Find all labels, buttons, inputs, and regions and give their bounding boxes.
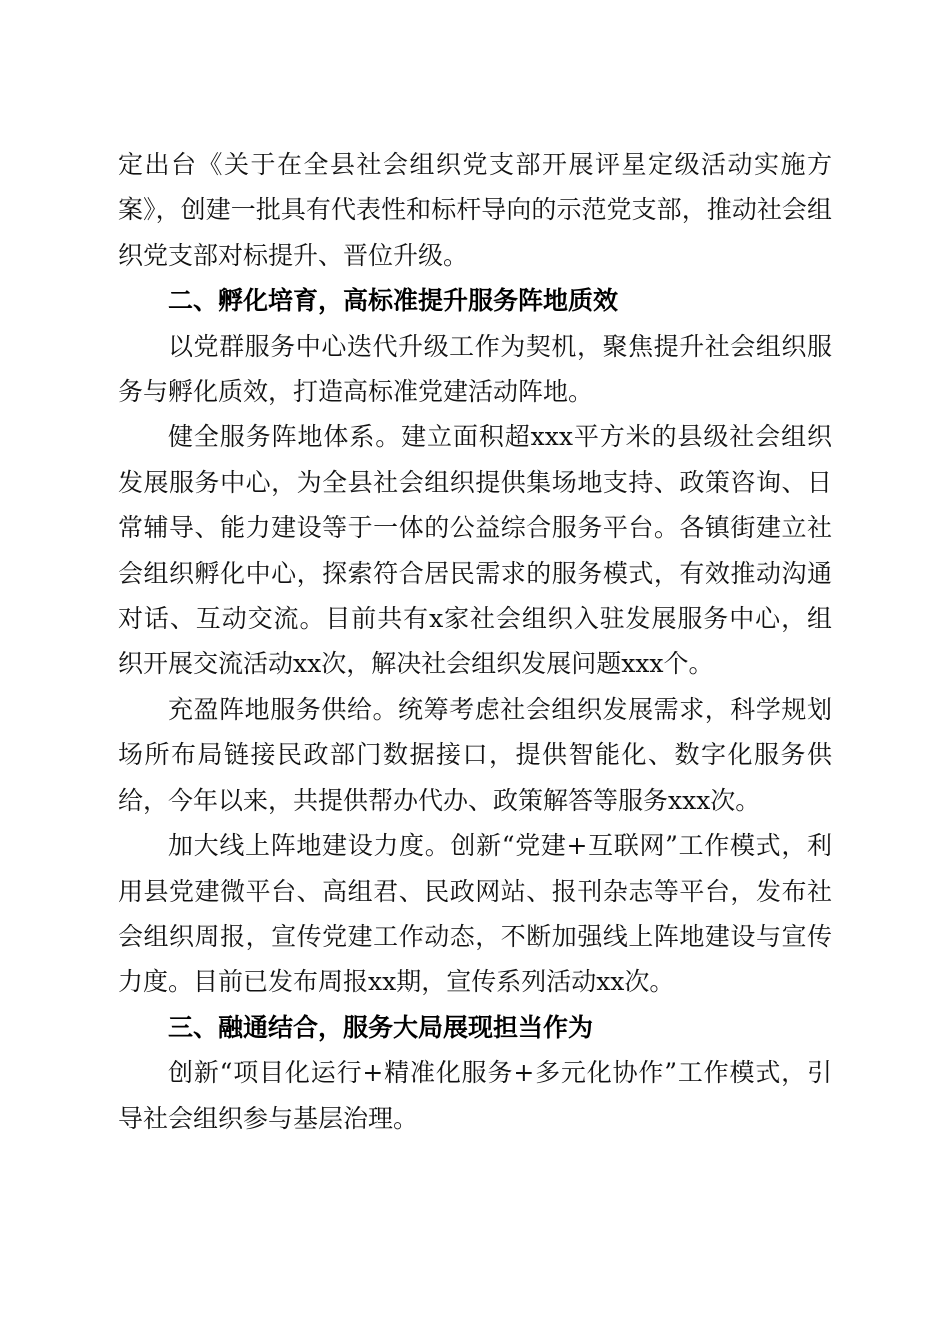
section-heading-3: 三、融通结合，服务大局展现担当作为 xyxy=(168,1012,594,1042)
document-body xyxy=(118,142,832,1141)
paragraph-continued: 定出台《关于在全县社会组织党支部开展评星定级活动实施方案》，创建一批具有代表性和标杆导向的示范党支部，推动社会组织党支部对标提升、晋位升级。 xyxy=(118,150,832,270)
paragraph-intro-2: 以党群服务中心迭代升级工作为契机，聚焦提升社会组织服务与孵化质效，打造高标准党建活动阵地。 xyxy=(118,331,832,407)
paragraph-online-building: 加大线上阵地建设力度。创新“党建+互联网”工作模式，利用县党建微平台、高组君、民政网站、报刊杂志等平台，发布社会组织周报，宣传党建工作动态，不断加强线上阵地建设与宣传力度。目前已发布周报xx期，宣传系列活动xx次。 xyxy=(118,831,832,997)
paragraph-intro-3: 创新“项目化运行+精准化服务+多元化协作”工作模式，引导社会组织参与基层治理。 xyxy=(118,1058,832,1133)
section-heading-2: 二、孵化培育，高标准提升服务阵地质效 xyxy=(168,286,619,316)
paragraph-service-supply: 充盈阵地服务供给。统筹考虑社会组织发展需求，科学规划场所布局链接民政部门数据接口，提供智能化、数字化服务供给，今年以来，共提供帮办代办、政策解答等服务xxx次。 xyxy=(118,694,832,815)
paragraph-service-system: 健全服务阵地体系。建立面积超xxx平方米的县级社会组织发展服务中心，为全县社会组织提供集场地支持、政策咨询、日常辅导、能力建设等于一体的公益综合服务平台。各镇街建立社会组织孵化中心，探索符合居民需求的服务模式，有效推动沟通对话、互动交流。目前共有x家社会组织入驻发展服务中心，组织开展交流活动xx次，解决社会组织发展问题xxx个。 xyxy=(118,422,832,679)
